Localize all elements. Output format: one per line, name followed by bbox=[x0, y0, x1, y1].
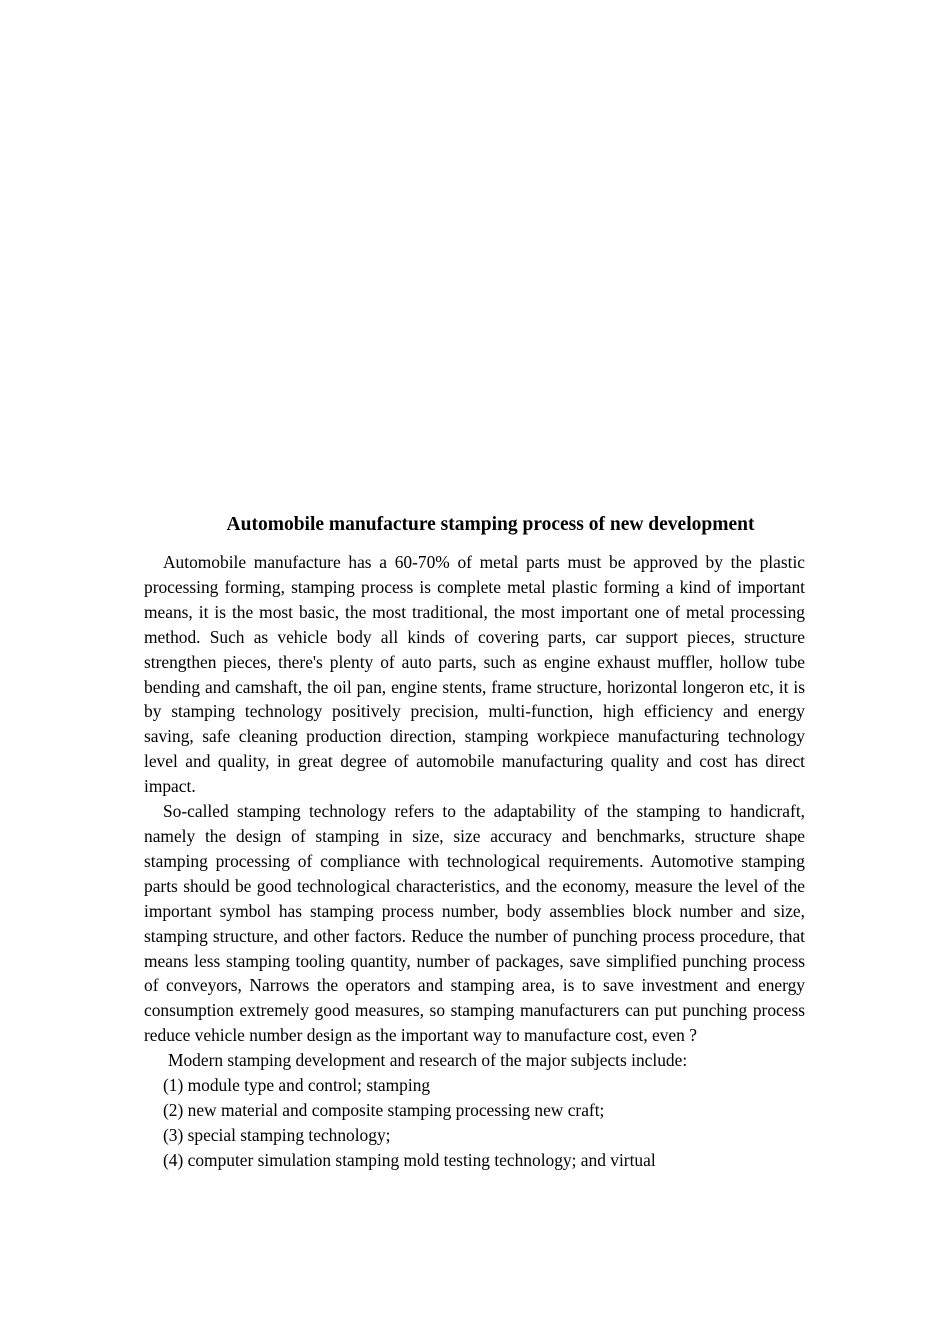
list-item-1: (1) module type and control; stamping bbox=[163, 1075, 431, 1096]
document-body bbox=[144, 550, 805, 1173]
list-item-2: (2) new material and composite stamping processing new craft; bbox=[163, 1099, 605, 1120]
paragraph-1: Automobile manufacture has a 60-70% of metal parts must be approved by the plastic processing forming, stamping process is complete metal plastic forming a kind of important means, it is the most basic, the most traditional, the most important one of metal processing method. Such as vehicle body all kinds of covering parts, car support pieces, structure strengthen pieces, there's plenty of auto parts, such as engine exhaust muffler, hollow tube bending and camshaft, the oil pan, engine stents, frame structure, horizontal longeron etc, it is by stamping technology positively precision, multi-function, high efficiency and energy saving, safe cleaning production direction, stamping workpiece manufacturing technology level and quality, in great degree of automobile manufacturing quality and cost has direct impact. bbox=[144, 552, 805, 797]
paragraph-2: So-called stamping technology refers to the adaptability of the stamping to handicraft, namely the design of stamping in size, size accuracy and benchmarks, structure shape stamping processing of compliance with technological requirements. Automotive stamping parts should be good technological characteristics, and the economy, measure the level of the important symbol has stamping process number, body assemblies block number and size, stamping structure, and other factors. Reduce the number of punching process procedure, that means less stamping tooling quantity, number of packages, save simplified punching process of conveyors, Narrows the operators and stamping area, is to save investment and energy consumption extremely good measures, so stamping manufacturers can put punching process reduce vehicle number design as the important way to manufacture cost, even ? bbox=[144, 801, 805, 1046]
list-item-4: (4) computer simulation stamping mold testing technology; and virtual bbox=[163, 1149, 656, 1170]
list-intro: Modern stamping development and research of the major subjects include: bbox=[168, 1050, 688, 1071]
document-title: Automobile manufacture stamping process of new development bbox=[226, 514, 755, 535]
list-item-3: (3) special stamping technology; bbox=[163, 1124, 391, 1145]
